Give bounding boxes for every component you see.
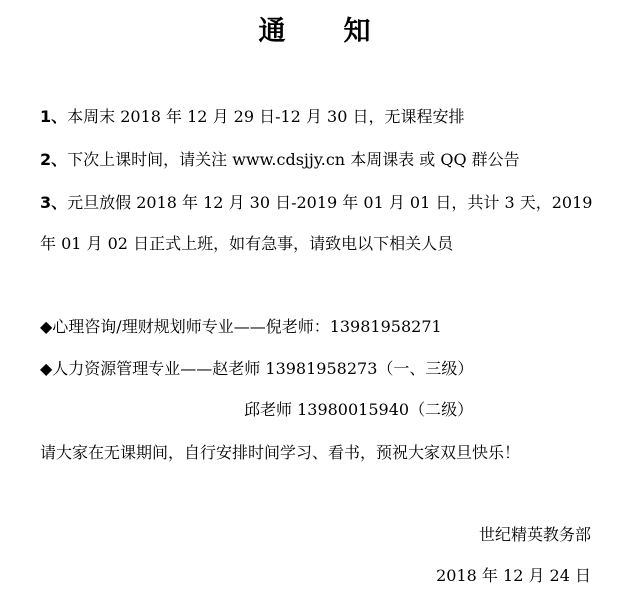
item-3-text: 元旦放假 2018 年 12 月 30 日-2019 年 01 月 01 日，共计 3 天，2019 [67,193,593,212]
contact-line-1: ◆心理咨询/理财规划师专业——倪老师：13981958271 [40,317,442,336]
item-2 [40,150,520,170]
notice-title [0,14,631,50]
title-char-1: 通 [258,16,288,47]
item-1 [40,107,464,127]
title-char-2: 知 [343,16,373,47]
closing-message: 请大家在无课期间，自行安排时间学习、看书，预祝大家双旦快乐！ [40,443,521,462]
contact-line-3: 邱老师 13980015940（二级） [244,400,474,419]
item-3 [40,193,592,213]
notice-date: 2018 年 12 月 24 日 [436,566,591,585]
item-1-number: 1、 [40,107,68,126]
item-3-continuation: 年 01 月 02 日正式上班，如有急事，请致电以下相关人员 [40,234,454,253]
item-2-number: 2、 [40,150,68,169]
signature: 世纪精英教务部 [478,525,591,544]
item-3-number: 3、 [40,193,68,212]
contact-line-2: ◆人力资源管理专业——赵老师 13981958273（一、三级） [40,359,474,378]
item-1-text: 本周末 2018 年 12 月 29 日-12 月 30 日，无课程安排 [67,107,465,126]
item-2-text: 下次上课时间，请关注 www.cdsjjy.cn 本周课表 或 QQ 群公告 [67,150,520,169]
